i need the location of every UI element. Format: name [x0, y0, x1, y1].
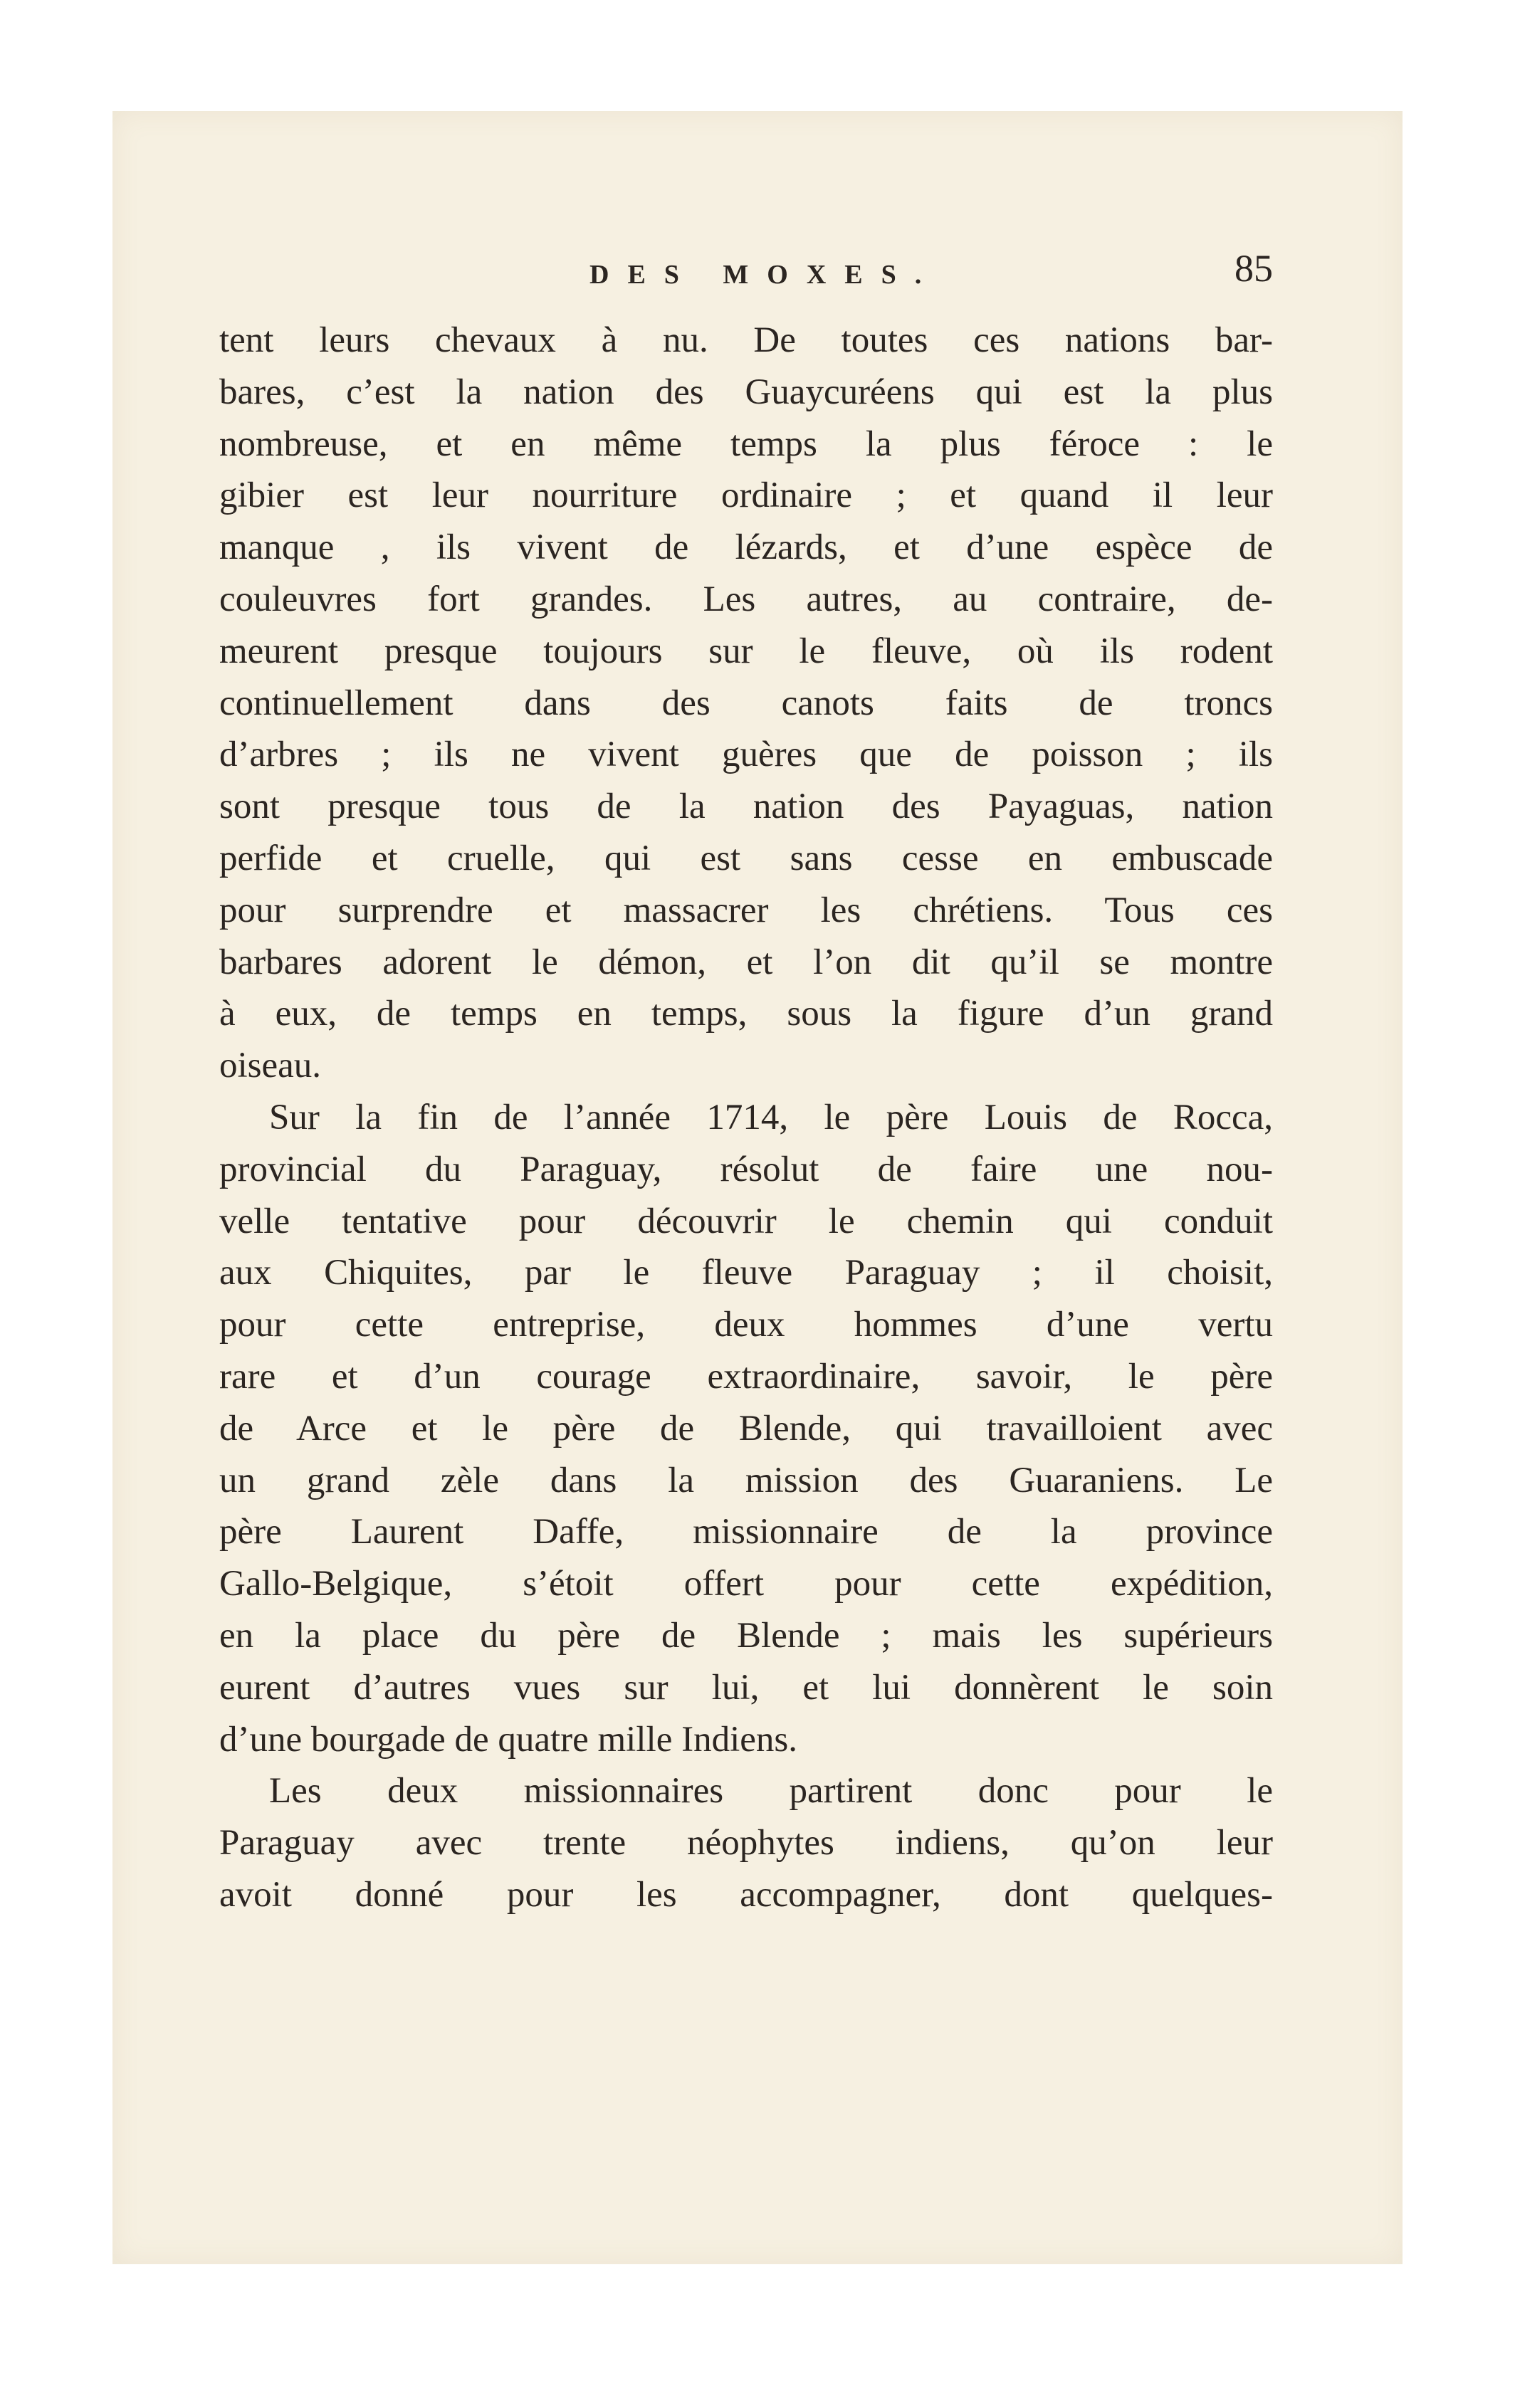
text-line: d’une bourgade de quatre mille Indiens.	[219, 1719, 797, 1760]
text-line: Les deux missionnaires partirent donc pour le	[269, 1771, 1273, 1812]
text-line: de Arce et le père de Blende, qui travailloient avec	[219, 1408, 1273, 1449]
text-line: manque , ils vivent de lézards, et d’une espèce de	[219, 527, 1273, 568]
text-line: sont presque tous de la nation des Payaguas, nation	[219, 787, 1273, 827]
text-line: barbares adorent le démon, et l’on dit qu’il se montre	[219, 942, 1273, 982]
text-line: provincial du Paraguay, résolut de faire une nou-	[219, 1149, 1273, 1189]
text-line: d’arbres ; ils ne vivent guères que de poisson ; ils	[219, 735, 1273, 775]
body-text	[219, 315, 1273, 1921]
text-line: bares, c’est la nation des Guaycuréens qui est la plus	[219, 372, 1273, 412]
running-head: DES MOXES.	[589, 260, 940, 290]
paragraph-1	[219, 315, 1273, 1092]
text-line: avoit donné pour les accompagner, dont quelques-	[219, 1874, 1273, 1915]
paragraph-3	[219, 1765, 1273, 1920]
text-line: Paraguay avec trente néophytes indiens, qu’on leur	[219, 1823, 1273, 1863]
text-line: en la place du père de Blende ; mais les supérieurs	[219, 1615, 1273, 1656]
text-line: gibier est leur nourriture ordinaire ; et quand il leur	[219, 475, 1273, 516]
text-line: un grand zèle dans la mission des Guaraniens. Le	[219, 1460, 1273, 1500]
text-line: velle tentative pour découvrir le chemin qui conduit	[219, 1201, 1273, 1241]
text-line: pour cette entreprise, deux hommes d’une vertu	[219, 1305, 1273, 1345]
text-line: perfide et cruelle, qui est sans cesse en embuscade	[219, 838, 1273, 878]
text-line: aux Chiquites, par le fleuve Paraguay ; il choisit,	[219, 1253, 1273, 1293]
text-line: père Laurent Daffe, missionnaire de la province	[219, 1512, 1273, 1552]
text-line: à eux, de temps en temps, sous la figure d’un grand	[219, 994, 1273, 1034]
text-line: continuellement dans des canots faits de troncs	[219, 683, 1273, 723]
text-line: Sur la fin de l’année 1714, le père Louis de Rocca,	[269, 1097, 1273, 1137]
page-header	[219, 246, 1273, 303]
text-line: tent leurs chevaux à nu. De toutes ces nations bar-	[219, 320, 1273, 360]
text-line: eurent d’autres vues sur lui, et lui donnèrent le soin	[219, 1667, 1273, 1708]
text-line: couleuvres fort grandes. Les autres, au contraire, de-	[219, 579, 1273, 619]
text-line: pour surprendre et massacrer les chrétiens. Tous ces	[219, 890, 1273, 930]
text-line: nombreuse, et en même temps la plus féroce : le	[219, 424, 1273, 464]
page-number: 85	[1234, 247, 1273, 290]
paragraph-2	[219, 1092, 1273, 1765]
book-page	[112, 111, 1403, 2264]
text-line: oiseau.	[219, 1046, 322, 1086]
text-line: meurent presque toujours sur le fleuve, où ils rodent	[219, 631, 1273, 671]
text-line: rare et d’un courage extraordinaire, savoir, le père	[219, 1356, 1273, 1397]
text-line: Gallo-Belgique, s’étoit offert pour cette expédition,	[219, 1564, 1273, 1604]
